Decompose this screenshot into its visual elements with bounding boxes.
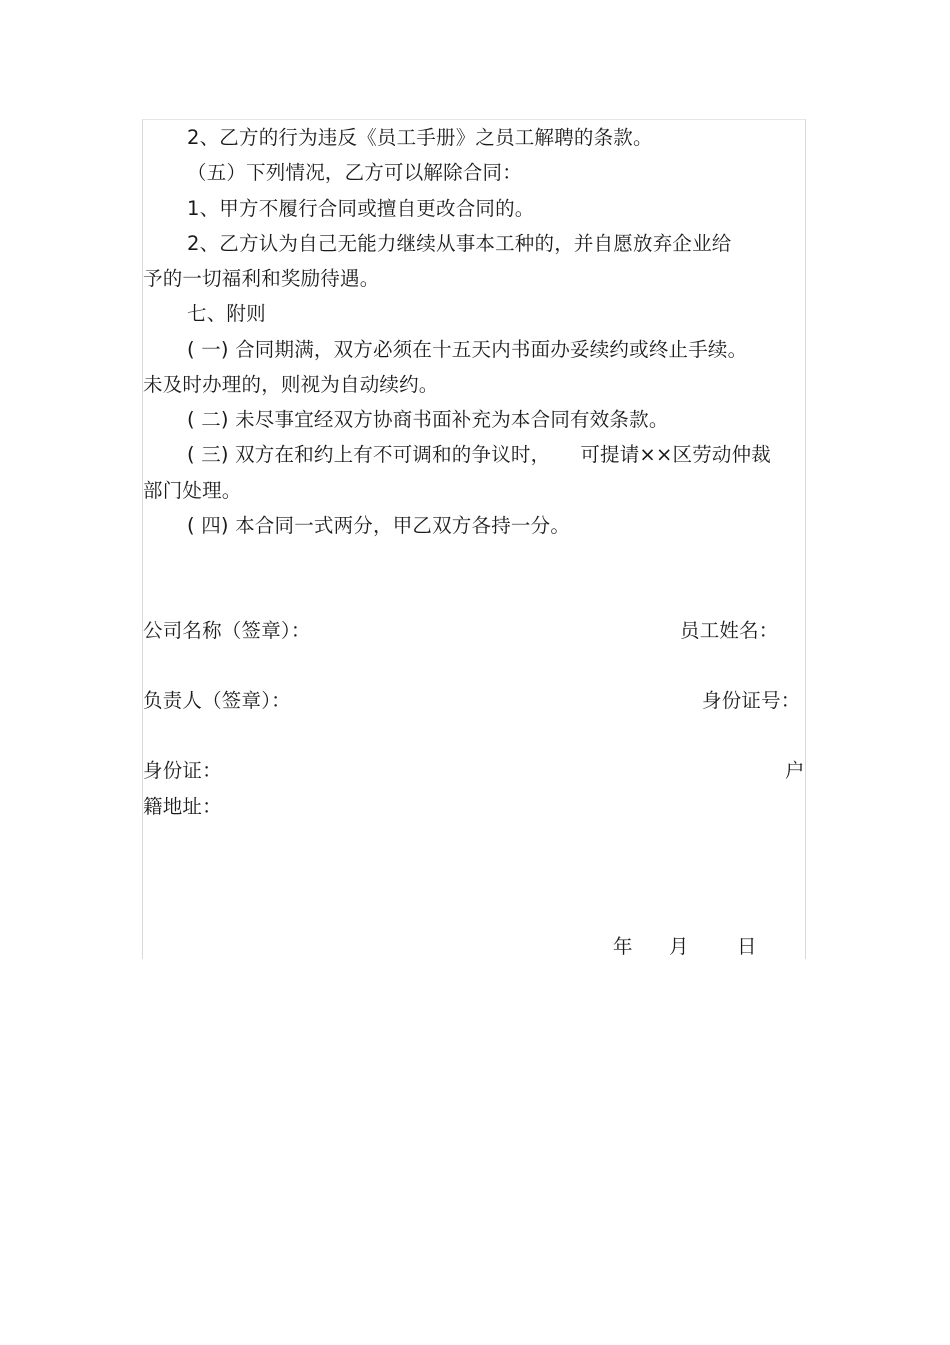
clause-line-3-cont: 予的一切福利和奖励待遇。 bbox=[143, 267, 380, 290]
annex-line-4: ( 四) 本合同一式两分，甲乙双方各持一分。 bbox=[187, 514, 571, 537]
manager-signature-label: 负责人（签章）： bbox=[143, 689, 291, 712]
id-number-label: 身份证号： bbox=[702, 689, 801, 712]
annex-line-1: ( 一) 合同期满，双方必须在十五天内书面办妥续约或终止手续。 bbox=[187, 338, 748, 361]
annex-line-3-part2: 可提请××区劳动仲裁 bbox=[580, 443, 771, 466]
clause-heading-5: （五）下列情况，乙方可以解除合同： bbox=[187, 161, 522, 184]
hukou-label-start: 户 bbox=[785, 759, 805, 782]
annex-line-2: ( 二) 未尽事宜经双方协商书面补充为本合同有效条款。 bbox=[187, 408, 669, 431]
section-heading-7: 七、附则 bbox=[187, 302, 266, 325]
id-label: 身份证： bbox=[143, 759, 222, 782]
annex-line-3-cont: 部门处理。 bbox=[143, 479, 242, 502]
date-month: 月 bbox=[669, 935, 689, 958]
annex-line-3-part1: ( 三) 双方在和约上有不可调和的争议时， bbox=[187, 443, 551, 466]
annex-line-1-cont: 未及时办理的，则视为自动续约。 bbox=[143, 373, 439, 396]
date-year: 年 bbox=[613, 935, 633, 958]
company-signature-label: 公司名称（签章）： bbox=[143, 619, 311, 642]
clause-line-1: 2、乙方的行为违反《员工手册》之员工解聘的条款。 bbox=[187, 126, 653, 149]
clause-line-2: 1、甲方不履行合同或擅自更改合同的。 bbox=[187, 197, 535, 220]
address-label: 籍地址： bbox=[143, 795, 222, 818]
employee-name-label: 员工姓名： bbox=[680, 619, 779, 642]
clause-line-3: 2、乙方认为自己无能力继续从事本工种的，并自愿放弃企业给 bbox=[187, 232, 732, 255]
date-day: 日 bbox=[737, 935, 757, 958]
annex-line-3 bbox=[187, 442, 771, 468]
